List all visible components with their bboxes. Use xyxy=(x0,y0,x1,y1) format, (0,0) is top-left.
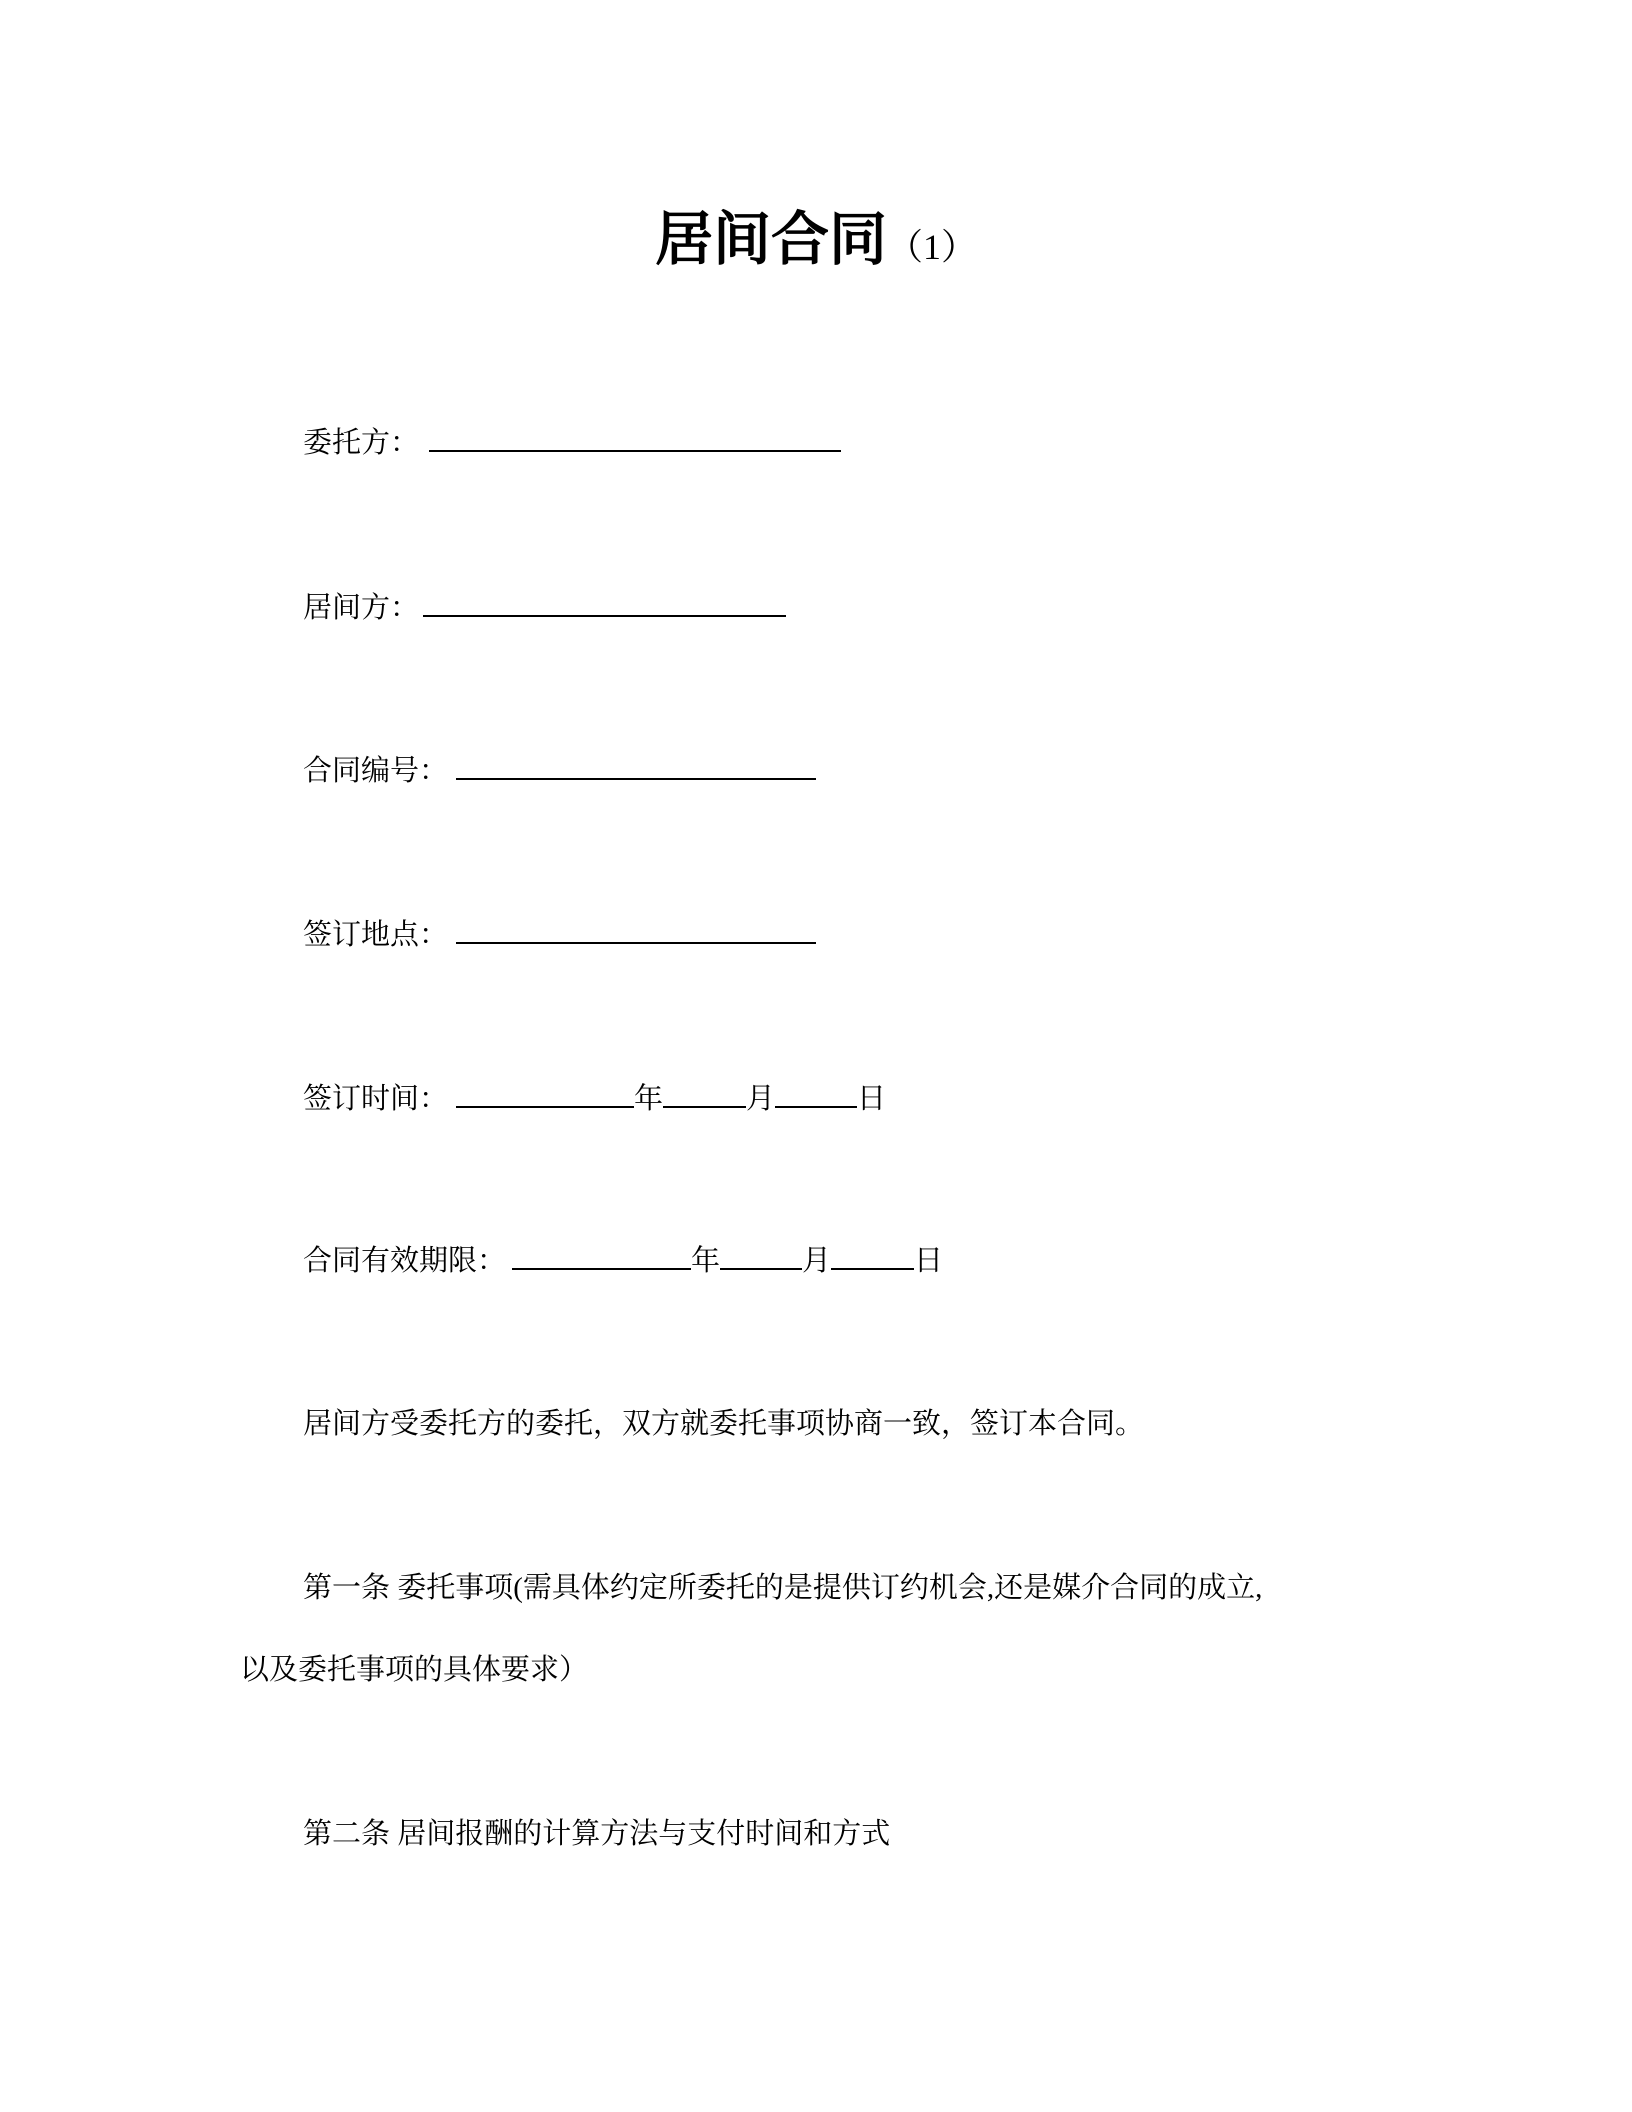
valid-period-label: 合同有效期限： xyxy=(303,1245,507,1277)
day-blank xyxy=(775,1078,857,1108)
year-label: 年 xyxy=(634,1083,664,1115)
month-blank xyxy=(663,1078,746,1108)
contract-no-label: 合同编号： xyxy=(303,755,449,787)
client-label: 委托方： xyxy=(303,427,420,459)
intermediary-blank xyxy=(423,587,786,617)
sign-place-field xyxy=(303,914,816,953)
client-field xyxy=(303,422,841,461)
sign-time-field xyxy=(303,1078,886,1117)
article-1-line-1: 第一条 委托事项(需具体约定所委托的是提供订约机会,还是媒介合同的成立, xyxy=(303,1572,1263,1604)
document-title xyxy=(0,192,1632,276)
contract-no-blank xyxy=(456,750,816,780)
intro-paragraph: 居间方受委托方的委托，双方就委托事项协商一致，签订本合同。 xyxy=(303,1408,1145,1440)
sign-place-blank xyxy=(456,914,816,944)
article-1-line-2: 以及委托事项的具体要求） xyxy=(240,1654,589,1686)
day-label: 日 xyxy=(914,1245,944,1277)
year-label: 年 xyxy=(691,1245,721,1277)
intermediary-field xyxy=(303,587,786,626)
title-main: 居间合同 xyxy=(654,207,887,272)
intermediary-label: 居间方： xyxy=(303,592,420,624)
valid-period-field xyxy=(303,1240,943,1279)
day-blank xyxy=(831,1240,914,1270)
month-label: 月 xyxy=(802,1245,832,1277)
contract-no-field xyxy=(303,750,816,789)
month-label: 月 xyxy=(746,1083,776,1115)
client-blank xyxy=(429,422,841,452)
title-number: （1） xyxy=(887,227,978,267)
sign-time-label: 签订时间： xyxy=(303,1083,449,1115)
day-label: 日 xyxy=(857,1083,887,1115)
month-blank xyxy=(720,1240,802,1270)
year-blank xyxy=(456,1078,634,1108)
article-2-heading: 第二条 居间报酬的计算方法与支付时间和方式 xyxy=(303,1818,891,1850)
sign-place-label: 签订地点： xyxy=(303,919,449,951)
year-blank xyxy=(512,1240,691,1270)
